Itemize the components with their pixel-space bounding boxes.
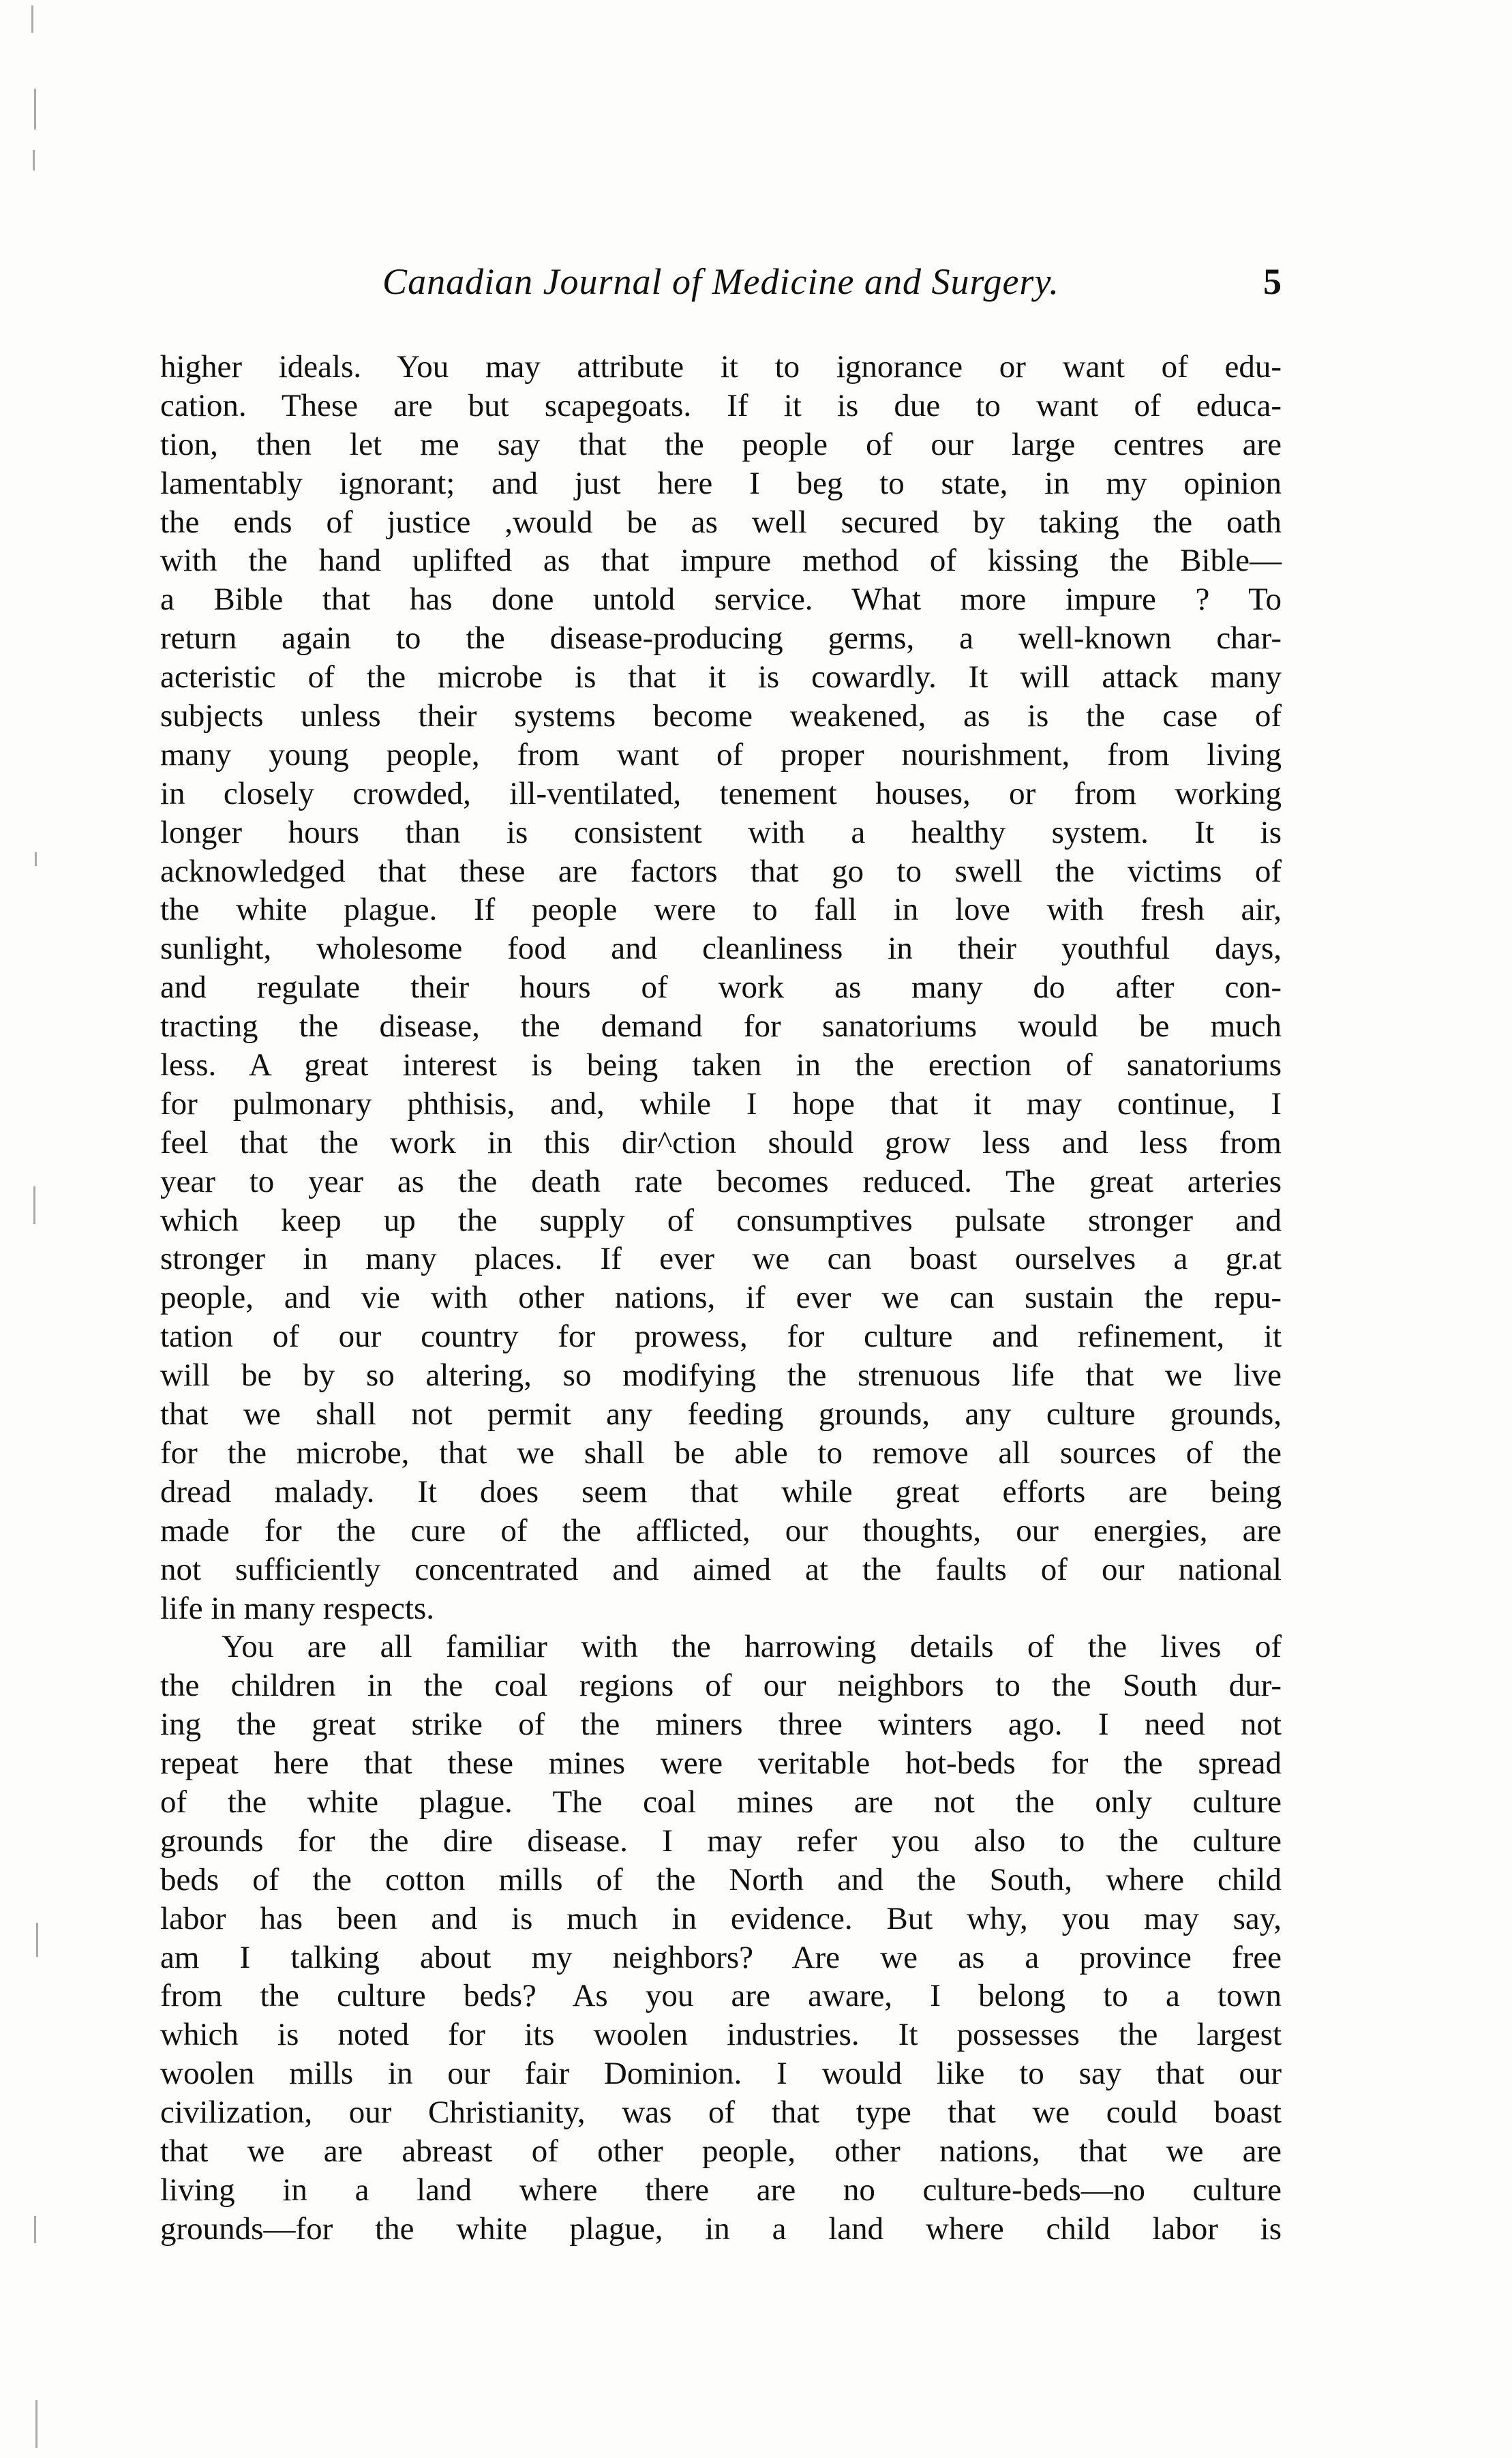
text-line: the ends of justice ,would be as well secured by taking the oath bbox=[160, 504, 1282, 540]
text-line: for pulmonary phthisis, and, while I hope that it may continue, I bbox=[160, 1085, 1282, 1122]
page-number: 5 bbox=[1263, 261, 1282, 302]
text-line: living in a land where there are no culture-beds—no culture bbox=[160, 2172, 1282, 2208]
text-line: will be by so altering, so modifying the strenuous life that we live bbox=[160, 1358, 1282, 1394]
text-line: return again to the disease-producing germs, a well-known char- bbox=[160, 620, 1282, 657]
text-line: am I talking about my neighbors? Are we as a province free bbox=[160, 1939, 1282, 1975]
text-line: higher ideals. You may attribute it to ignorance or want of edu- bbox=[160, 349, 1282, 385]
text-line: a Bible that has done untold service. What more impure ? To bbox=[160, 582, 1282, 618]
text-line: cation. These are but scapegoats. If it is due to want of educa- bbox=[160, 387, 1282, 423]
text-line: of the white plague. The coal mines are not the only culture bbox=[160, 1784, 1282, 1820]
text-line: tion, then let me say that the people of our large centres are bbox=[160, 426, 1282, 462]
text-line-paragraph-start: You are all familiar with the harrowing details of the lives of bbox=[222, 1629, 1282, 1665]
text-line: that we are abreast of other people, other nations, that we are bbox=[160, 2133, 1282, 2169]
text-line: lamentably ignorant; and just here I beg to state, in my opinion bbox=[160, 465, 1282, 501]
text-line: feel that the work in this dir^ction should grow less and less from bbox=[160, 1124, 1282, 1160]
text-line: which keep up the supply of consumptives pulsate stronger and bbox=[160, 1202, 1282, 1238]
text-line: less. A great interest is being taken in the erection of sanatoriums bbox=[160, 1047, 1282, 1083]
text-line: not sufficiently concentrated and aimed at the faults of our national bbox=[160, 1551, 1282, 1587]
text-line: grounds—for the white plague, in a land where child labor is bbox=[160, 2210, 1282, 2247]
text-line: woolen mills in our fair Dominion. I would like to say that our bbox=[160, 2056, 1282, 2092]
scan-margin-marks bbox=[14, 0, 55, 2458]
article-body bbox=[160, 348, 1282, 2249]
text-line: beds of the cotton mills of the North and the South, where child bbox=[160, 1861, 1282, 1898]
text-line: tation of our country for prowess, for culture and refinement, it bbox=[160, 1319, 1282, 1355]
text-line: repeat here that these mines were veritable hot-beds for the spread bbox=[160, 1745, 1282, 1782]
text-line: civilization, our Christianity, was of that type that we could boast bbox=[160, 2095, 1282, 2131]
text-line-paragraph-end: life in many respects. bbox=[160, 1590, 434, 1626]
text-line: in closely crowded, ill-ventilated, tenement houses, or from working bbox=[160, 775, 1282, 811]
text-line: subjects unless their systems become weakened, as is the case of bbox=[160, 698, 1282, 734]
text-line: longer hours than is consistent with a healthy system. It is bbox=[160, 814, 1282, 850]
text-line: the children in the coal regions of our neighbors to the South dur- bbox=[160, 1668, 1282, 1704]
text-line: stronger in many places. If ever we can boast ourselves a gr.at bbox=[160, 1241, 1282, 1277]
text-line: and regulate their hours of work as many do after con- bbox=[160, 970, 1282, 1006]
text-line: labor has been and is much in evidence. But why, you may say, bbox=[160, 1900, 1282, 1936]
text-line: for the microbe, that we shall be able to remove all sources of the bbox=[160, 1435, 1282, 1471]
text-line: ing the great strike of the miners three winters ago. I need not bbox=[160, 1707, 1282, 1743]
text-line: many young people, from want of proper nourishment, from living bbox=[160, 736, 1282, 773]
text-line: year to year as the death rate becomes reduced. The great arteries bbox=[160, 1163, 1282, 1199]
text-line: made for the cure of the afflicted, our thoughts, our energies, are bbox=[160, 1512, 1282, 1548]
text-line: which is noted for its woolen industries. It possesses the largest bbox=[160, 2017, 1282, 2053]
text-line: acknowledged that these are factors that go to swell the victims of bbox=[160, 853, 1282, 889]
text-line: sunlight, wholesome food and cleanliness in their youthful days, bbox=[160, 931, 1282, 967]
text-line: acteristic of the microbe is that it is cowardly. It will attack many bbox=[160, 659, 1282, 695]
text-line: from the culture beds? As you are aware, I belong to a town bbox=[160, 1978, 1282, 2014]
running-header bbox=[160, 258, 1282, 305]
text-line: the white plague. If people were to fall in love with fresh air, bbox=[160, 892, 1282, 928]
text-line: dread malady. It does seem that while great efforts are being bbox=[160, 1473, 1282, 1510]
text-line: with the hand uplifted as that impure method of kissing the Bible— bbox=[160, 543, 1282, 579]
text-line: grounds for the dire disease. I may refer you also to the culture bbox=[160, 1823, 1282, 1859]
text-line: that we shall not permit any feeding grounds, any culture grounds, bbox=[160, 1396, 1282, 1433]
journal-title: Canadian Journal of Medicine and Surgery. bbox=[382, 261, 1059, 302]
text-line: people, and vie with other nations, if ever we can sustain the repu- bbox=[160, 1280, 1282, 1316]
text-line: tracting the disease, the demand for sanatoriums would be much bbox=[160, 1008, 1282, 1045]
